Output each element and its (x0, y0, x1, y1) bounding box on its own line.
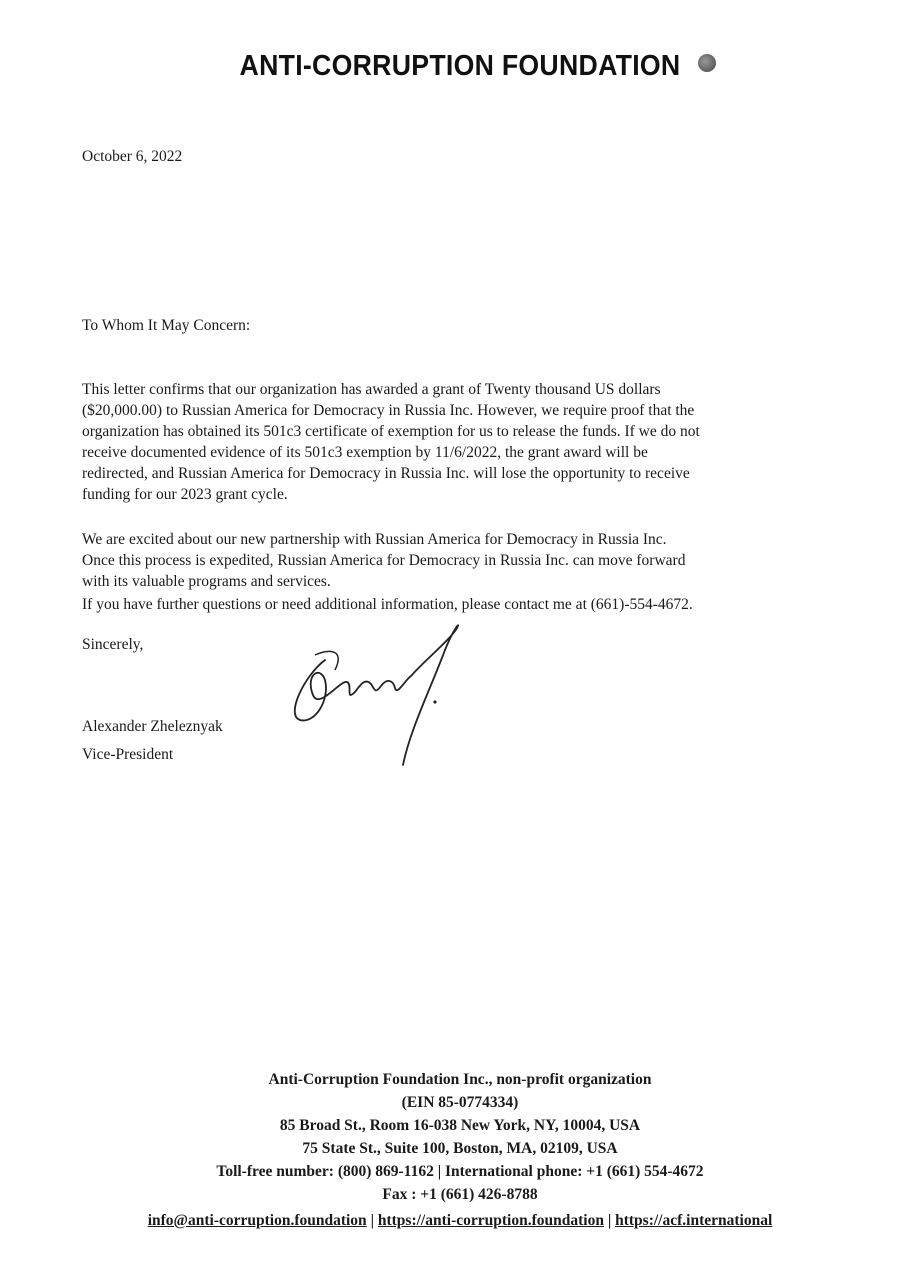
signature-image (285, 620, 475, 770)
text-line: with its valuable programs and services. (82, 573, 331, 590)
text-line: receive documented evidence of its 501c3 exemption by 11/6/2022, the grant award will be (82, 444, 648, 461)
footer-line: 75 State St., Suite 100, Boston, MA, 02109, USA (302, 1140, 618, 1157)
text-line: redirected, and Russian America for Democracy in Russia Inc. will lose the opportunity to receive (82, 465, 690, 482)
footer-links (0, 1209, 920, 1232)
signer-name: Alexander Zheleznyak (82, 718, 223, 735)
greeting: To Whom It May Concern: (82, 317, 251, 334)
footer-line: (EIN 85-0774334) (401, 1094, 519, 1111)
website-link-1[interactable]: https://anti-corruption.foundation (377, 1212, 604, 1229)
footer-line: Toll-free number: (800) 869-1162 | International phone: +1 (661) 554-4672 (216, 1163, 704, 1180)
website-link-2[interactable]: https://acf.international (615, 1212, 773, 1229)
text-line: ($20,000.00) to Russian America for Democracy in Russia Inc. However, we require proof that the (82, 402, 695, 419)
separator: | (607, 1212, 612, 1229)
separator: | (370, 1212, 374, 1229)
paragraph-2 (82, 529, 685, 592)
footer-line: Anti-Corruption Foundation Inc., non-profit organization (268, 1071, 652, 1088)
logo-icon (698, 54, 716, 72)
footer (0, 1068, 920, 1232)
text-line: funding for our 2023 grant cycle. (82, 486, 288, 503)
text-line: Once this process is expedited, Russian America for Democracy in Russia Inc. can move forward (82, 552, 686, 569)
paragraph-1 (82, 379, 700, 505)
text-line: We are excited about our new partnership with Russian America for Democracy in Russia Inc. (82, 531, 667, 548)
paragraph-3: If you have further questions or need additional information, please contact me at (661)-554-4672. (82, 596, 693, 613)
text-line: This letter confirms that our organization has awarded a grant of Twenty thousand US dollars (82, 381, 661, 398)
signer-title: Vice-President (82, 746, 174, 763)
letterhead-title: ANTI-CORRUPTION FOUNDATION (239, 50, 681, 82)
email-link[interactable]: info@anti-corruption.foundation (147, 1212, 367, 1229)
closing: Sincerely, (82, 636, 144, 653)
footer-line: Fax : +1 (661) 426-8788 (382, 1186, 538, 1203)
text-line: organization has obtained its 501c3 certificate of exemption for us to release the funds. If we do not (82, 423, 700, 440)
letter-date: October 6, 2022 (82, 148, 183, 165)
footer-line: 85 Broad St., Room 16-038 New York, NY, 10004, USA (279, 1117, 641, 1134)
